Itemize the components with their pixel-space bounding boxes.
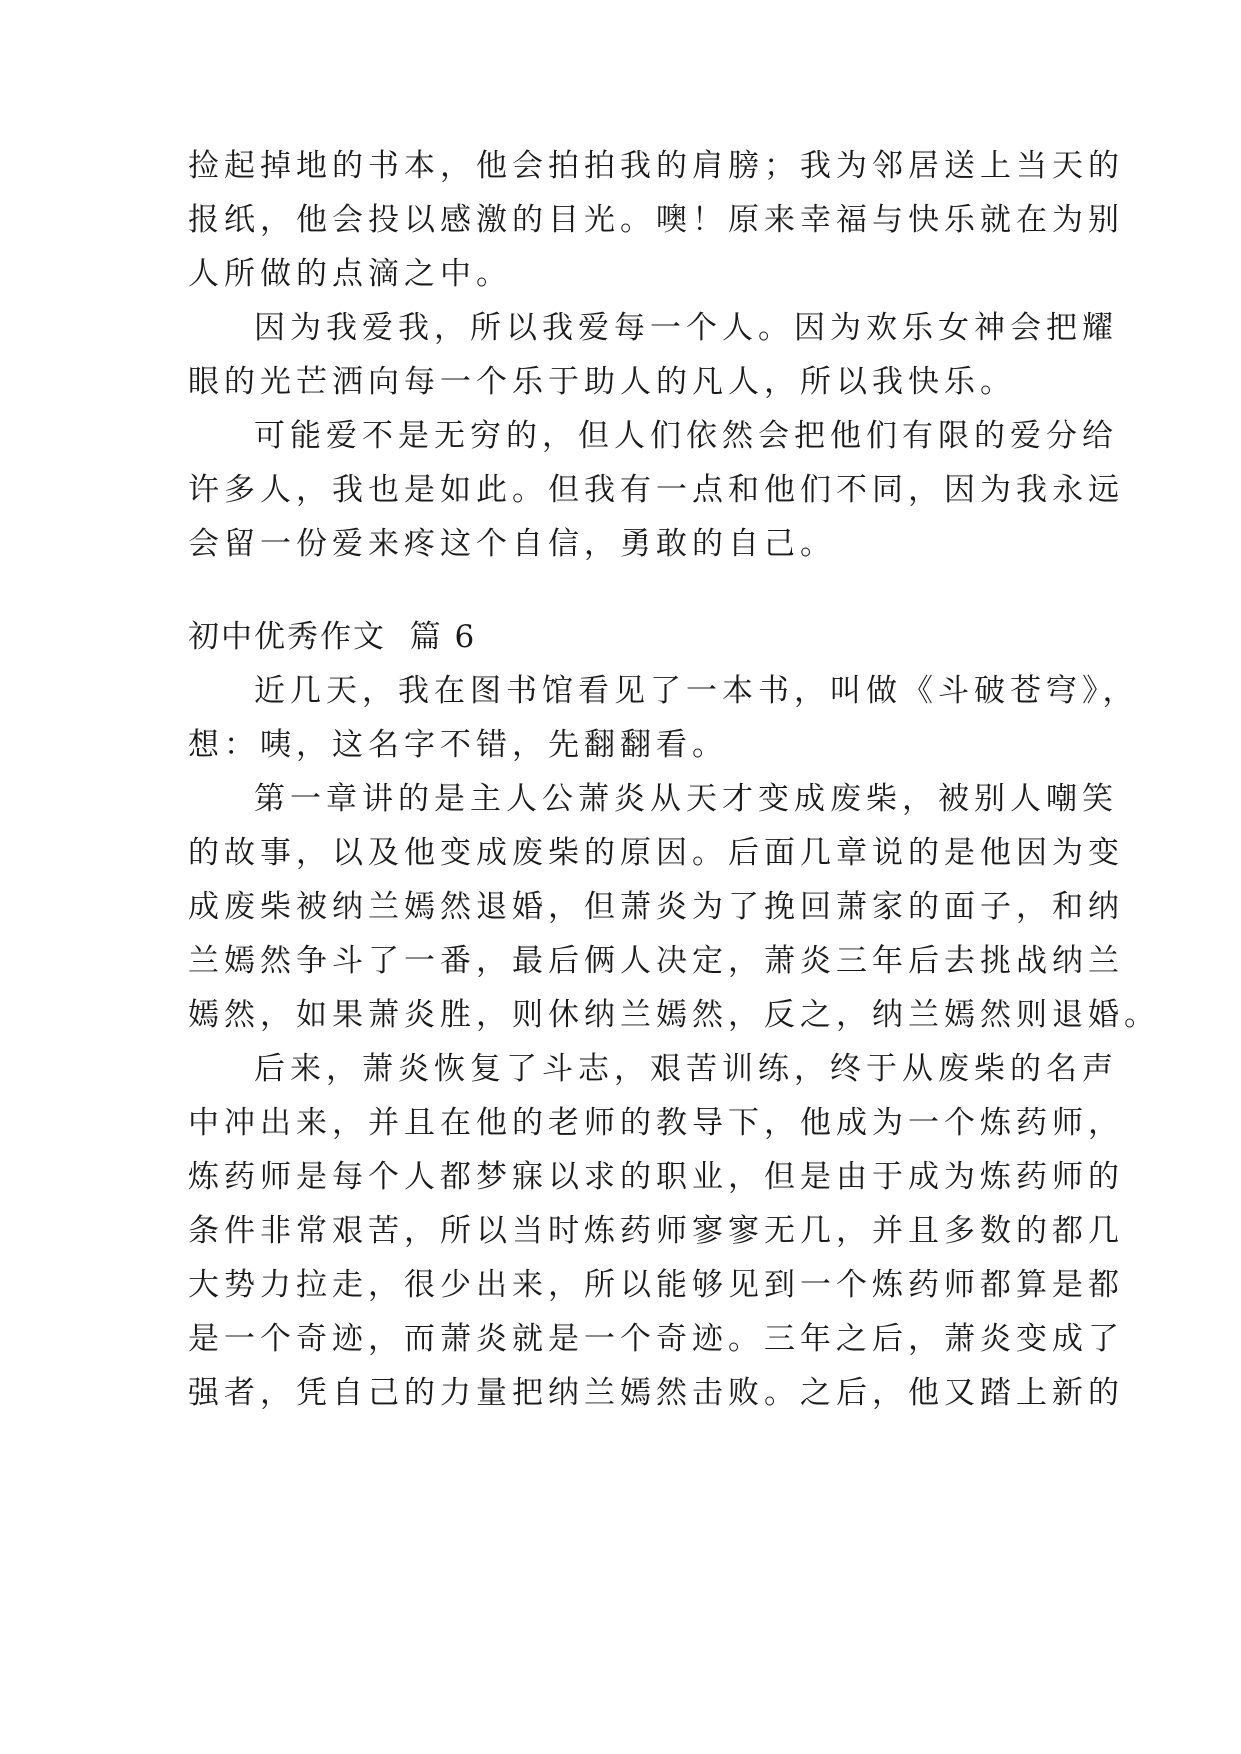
text-line: 报纸，他会投以感激的目光。噢！原来幸福与快乐就在为别 [188,202,1124,238]
text-line: 第一章讲的是主人公萧炎从天才变成废柴，被别人嘲笑 [254,781,1118,817]
section-heading: 初中优秀作文 篇 6 [188,619,477,655]
text-line: 近几天，我在图书馆看见了一本书，叫做《斗破苍穹》， [254,673,1139,709]
text-line: 眼的光芒洒向每一个乐于助人的凡人，所以我快乐。 [188,364,1016,400]
text-line: 条件非常艰苦，所以当时炼药师寥寥无几，并且多数的都几 [188,1213,1124,1249]
text-line: 许多人，我也是如此。但我有一点和他们不同，因为我永远 [188,472,1124,508]
text-line: 的故事，以及他变成废柴的原因。后面几章说的是他因为变 [188,835,1124,871]
text-line: 成废柴被纳兰嫣然退婚，但萧炎为了挽回萧家的面子，和纳 [188,889,1124,925]
text-line: 因为我爱我，所以我爱每一个人。因为欢乐女神会把耀 [254,310,1118,346]
text-line: 会留一份爱来疼这个自信，勇敢的自己。 [188,526,836,562]
text-line: 人所做的点滴之中。 [188,256,512,292]
text-line: 嫣然，如果萧炎胜，则休纳兰嫣然，反之，纳兰嫣然则退婚。 [188,997,1160,1033]
text-line: 中冲出来，并且在他的老师的教导下，他成为一个炼药师， [188,1105,1124,1141]
text-line: 是一个奇迹，而萧炎就是一个奇迹。三年之后，萧炎变成了 [188,1321,1124,1357]
text-line: 可能爱不是无穷的，但人们依然会把他们有限的爱分给 [254,418,1118,454]
text-line: 强者，凭自己的力量把纳兰嫣然击败。之后，他又踏上新的 [188,1375,1124,1411]
text-line: 兰嫣然争斗了一番，最后俩人决定，萧炎三年后去挑战纳兰 [188,943,1124,979]
text-line: 炼药师是每个人都梦寐以求的职业，但是由于成为炼药师的 [188,1159,1124,1195]
text-line: 想：咦，这名字不错，先翻翻看。 [188,727,728,763]
text-line: 大势力拉走，很少出来，所以能够见到一个炼药师都算是都 [188,1267,1124,1303]
text-line: 捡起掉地的书本，他会拍拍我的肩膀；我为邻居送上当天的 [188,148,1124,184]
text-line: 后来，萧炎恢复了斗志，艰苦训练，终于从废柴的名声 [254,1051,1118,1087]
